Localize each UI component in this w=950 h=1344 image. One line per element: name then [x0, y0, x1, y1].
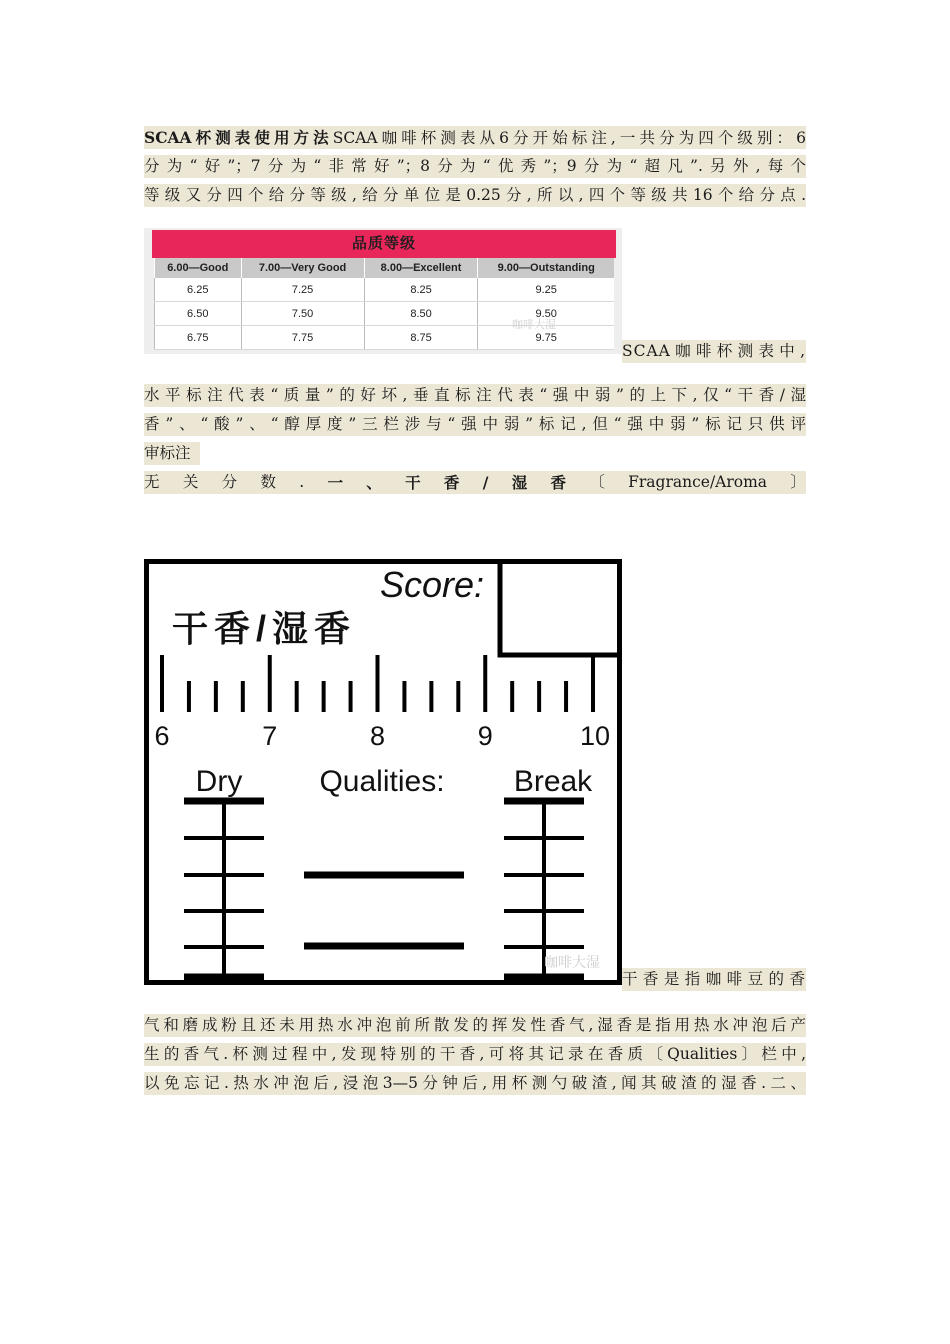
- section-heading-fragrance: [144, 471, 806, 494]
- grade-cell: 6.25: [155, 278, 242, 302]
- heading-char: 关: [182, 473, 199, 491]
- grade-table: [154, 258, 614, 350]
- paragraph3-line2: 生的香气.杯测过程中,发现特别的干香,可将其记录在香质〔Qualities〕栏中,: [144, 1043, 806, 1066]
- score-label: Score:: [379, 564, 484, 605]
- caption1: SCAA咖啡杯测表中,: [622, 340, 806, 363]
- scale-label: 9: [477, 721, 493, 751]
- grade-table-header: 9.00—Outstanding: [478, 258, 614, 278]
- grade-cell: 9.75: [478, 326, 614, 350]
- scale-label: 8: [369, 721, 386, 751]
- heading-char: 〔: [589, 473, 605, 491]
- quality-grade-table-image: [144, 228, 622, 354]
- grade-cell: 7.25: [241, 278, 364, 302]
- grade-table-header: 8.00—Excellent: [364, 258, 478, 278]
- paragraph1-heading: SCAA杯测表使用方法: [144, 128, 333, 147]
- grade-cell: 6.75: [155, 326, 242, 350]
- heading-char: /: [482, 473, 489, 492]
- qualities-label: Qualities:: [319, 765, 445, 798]
- heading-char: .: [299, 473, 305, 491]
- grade-cell: 7.75: [241, 326, 364, 350]
- grade-cell: 9.25: [478, 278, 614, 302]
- paragraph3-line3: 以免忘记.热水冲泡后,浸泡3—5分钟后,用杯测勺破渣,闻其破渣的湿香.二、: [144, 1072, 806, 1095]
- paragraph1-line2: 分为“好”；7分为“非常好”；8分为“优秀”；9分为“超凡”.另外,每个: [144, 155, 806, 178]
- paragraph3-line1: 气和磨成粉且还未用热水冲泡前所散发的挥发性香气,湿香是指用热水冲泡后产: [144, 1014, 806, 1037]
- grade-cell: 7.50: [241, 302, 364, 326]
- chart-title: 干香/湿香: [172, 608, 357, 649]
- heading-char: Fragrance/Aroma: [628, 473, 768, 491]
- heading-char: 数: [260, 473, 276, 491]
- grade-cell: 8.25: [364, 278, 478, 302]
- grade-cell: 8.75: [364, 326, 478, 350]
- paragraph1-line1: [144, 126, 806, 149]
- grade-cell: 6.50: [155, 302, 242, 326]
- paragraph1-line3: 等级又分四个给分等级,给分单位是0.25分,所以,四个等级共16个给分点.: [144, 184, 806, 207]
- heading-char: 无: [144, 473, 160, 491]
- scale-label: 10: [579, 721, 611, 751]
- scale-label: 7: [262, 721, 278, 751]
- paragraph2-line2: 香”、“酸”、“醇厚度”三栏涉与“强中弱”标记,但“强中弱”标记只供评: [144, 413, 806, 436]
- paragraph2-line3: 审标注: [144, 442, 200, 465]
- watermark: 咖啡大湿: [544, 955, 600, 971]
- break-label: Break: [513, 765, 593, 798]
- paragraph2-line1: 水平标注代表“质量”的好坏,垂直标注代表“强中弱”的上下,仅“干香/湿: [144, 384, 806, 407]
- heading-char: 分: [221, 473, 238, 491]
- grade-cell: 8.50: [364, 302, 478, 326]
- heading-char: 一: [327, 473, 343, 492]
- heading-char: 、: [366, 473, 382, 492]
- grade-table-header: 6.00—Good: [155, 258, 242, 278]
- heading-char: 香: [443, 473, 460, 492]
- heading-char: 干: [405, 473, 421, 492]
- table-row: [155, 278, 615, 302]
- heading-char: 〕: [790, 473, 806, 491]
- grade-cell: 9.50: [478, 302, 614, 326]
- scale-label: 6: [154, 721, 170, 751]
- grade-table-header: 7.00—Very Good: [241, 258, 364, 278]
- heading-char: 香: [550, 473, 567, 492]
- fragrance-aroma-score-chart: [144, 559, 622, 985]
- dry-label: Dry: [195, 765, 243, 798]
- watermark: 咖啡大湿: [512, 319, 556, 331]
- grade-table-header-row: [155, 258, 615, 278]
- heading-char: 湿: [511, 473, 528, 492]
- grade-table-title: 品质等级: [152, 230, 616, 258]
- paragraph1-line1-text: SCAA咖啡杯测表从6分开始标注,一共分为四个级别：6: [332, 129, 806, 147]
- caption2: 干香是指咖啡豆的香: [622, 968, 806, 991]
